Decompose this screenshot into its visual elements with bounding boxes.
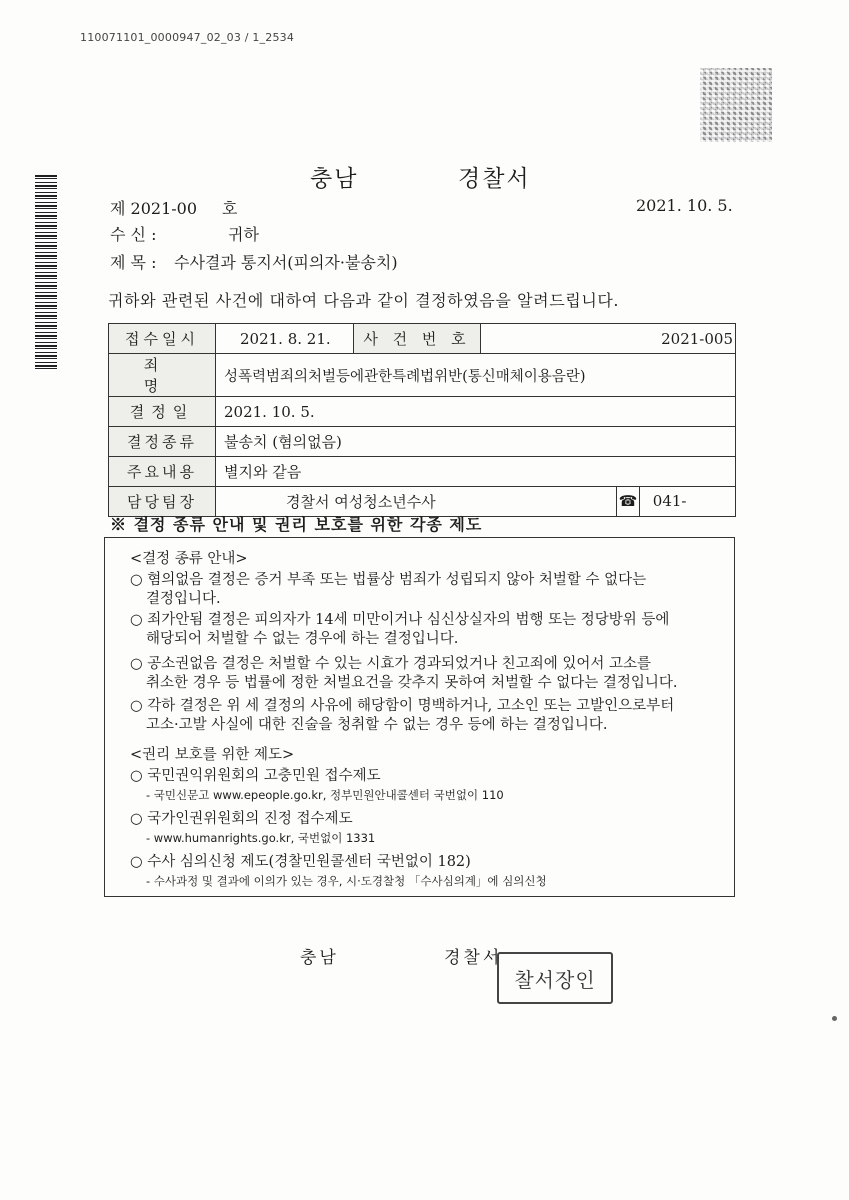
decision-date: 2021. 10. 5. — [216, 397, 736, 427]
document-id: 110071101_0000947_02_03 / 1_2534 — [80, 31, 295, 44]
decision-types-heading: <결정 종류 안내> — [130, 551, 248, 567]
phone-icon: ☎ — [617, 487, 640, 516]
footer-agency: 경찰서 — [444, 948, 503, 968]
table-row — [109, 457, 736, 487]
team-label: 담당팀장 — [109, 487, 216, 517]
decision-item-not-guilty: ○ 죄가안됨 결정은 피의자가 14세 미만이거나 심신상실자의 범행 또는 정당방위 등에 해당되어 처벌할 수 없는 경우에 하는 결정입니다. — [130, 612, 670, 647]
phone-value: 041- — [652, 492, 687, 510]
rights-item-review: ○ 수사 심의신청 제도(경찰민원콜센터 국번없이 182) - 수사과정 및 결과에 이의가 있는 경우, 시·도경찰청 「수사심의계」에 심의신청 — [130, 854, 547, 888]
rights-item-humanrights: ○ 국가인권위원회의 진정 접수제도 - www.humanrights.go.kr, 국번없이 1331 — [130, 811, 376, 845]
table-row — [109, 397, 736, 427]
official-seal: 찰서장인 — [497, 952, 613, 1004]
recipient-value: 귀하 — [228, 225, 259, 244]
subject-value: 수사결과 통지서(피의자·불송치) — [174, 253, 398, 272]
barcode — [35, 175, 57, 371]
received-date: 2021. 8. 21. — [216, 324, 354, 354]
case-no-label: 사 건 번 호 — [354, 324, 481, 354]
table-row — [109, 354, 736, 397]
recipient-label: 수 신 : — [110, 225, 157, 244]
scan-mark — [832, 1016, 837, 1021]
team-value: 경찰서 여성청소년수사 — [216, 487, 617, 517]
notice-title: ※ 결정 종류 안내 및 권리 보호를 위한 각종 제도 — [110, 515, 483, 534]
decision-date-label: 결정일 — [109, 397, 216, 427]
header-region: 충남 — [310, 166, 359, 192]
received-date-label: 접수일시 — [109, 324, 216, 354]
intro-text: 귀하와 관련된 사건에 대하여 다음과 같이 결정하였음을 알려드립니다. — [108, 291, 620, 310]
charge-value: 성폭력범죄의처벌등에관한특례법위반(통신매체이용음란) — [216, 354, 736, 397]
qr-code — [700, 68, 772, 142]
decision-item-dismissal: ○ 각하 결정은 위 세 결정의 사유에 해당함이 명백하거나, 고소인 또는 고발인으로부터 고소·고발 사실에 대한 진술을 청취할 수 없는 경우 등에 하는 결정입니다. — [130, 698, 675, 733]
decision-type-label: 결정종류 — [109, 427, 216, 457]
doc-number-prefix: 제 2021-00 — [110, 199, 198, 218]
decision-item-no-suspicion: ○ 혐의없음 결정은 증거 부족 또는 법률상 범죄가 성립되지 않아 처벌할 수 없다는 결정입니다. — [130, 572, 647, 607]
case-no: 2021-005 — [481, 324, 736, 354]
footer-region: 충남 — [300, 948, 339, 968]
doc-date: 2021. 10. 5. — [636, 196, 733, 215]
summary-label: 주요내용 — [109, 457, 216, 487]
rights-heading: <권리 보호를 위한 제도> — [130, 747, 295, 763]
rights-item-epeople: ○ 국민권익위원회의 고충민원 접수제도 - 국민신문고 www.epeople.go.kr, 정부민원안내콜센터 국번없이 110 — [130, 768, 504, 802]
summary-value: 별지와 같음 — [216, 457, 736, 487]
table-row — [109, 427, 736, 457]
charge-label: 죄 명 — [109, 354, 216, 397]
phone-cell — [617, 487, 736, 517]
decision-item-no-prosecution-right: ○ 공소권없음 결정은 처벌할 수 있는 시효가 경과되었거나 친고죄에 있어서 고소를 취소한 경우 등 법률에 정한 처벌요건을 갖추지 못하여 처벌할 수 없다는 결정입니다. — [130, 656, 678, 691]
case-info-table — [108, 323, 736, 517]
header-agency: 경찰서 — [458, 166, 531, 192]
table-row — [109, 324, 736, 354]
doc-number-suffix: 호 — [222, 199, 238, 218]
subject-label: 제 목 : — [110, 253, 157, 272]
decision-type: 불송치 (혐의없음) — [216, 427, 736, 457]
